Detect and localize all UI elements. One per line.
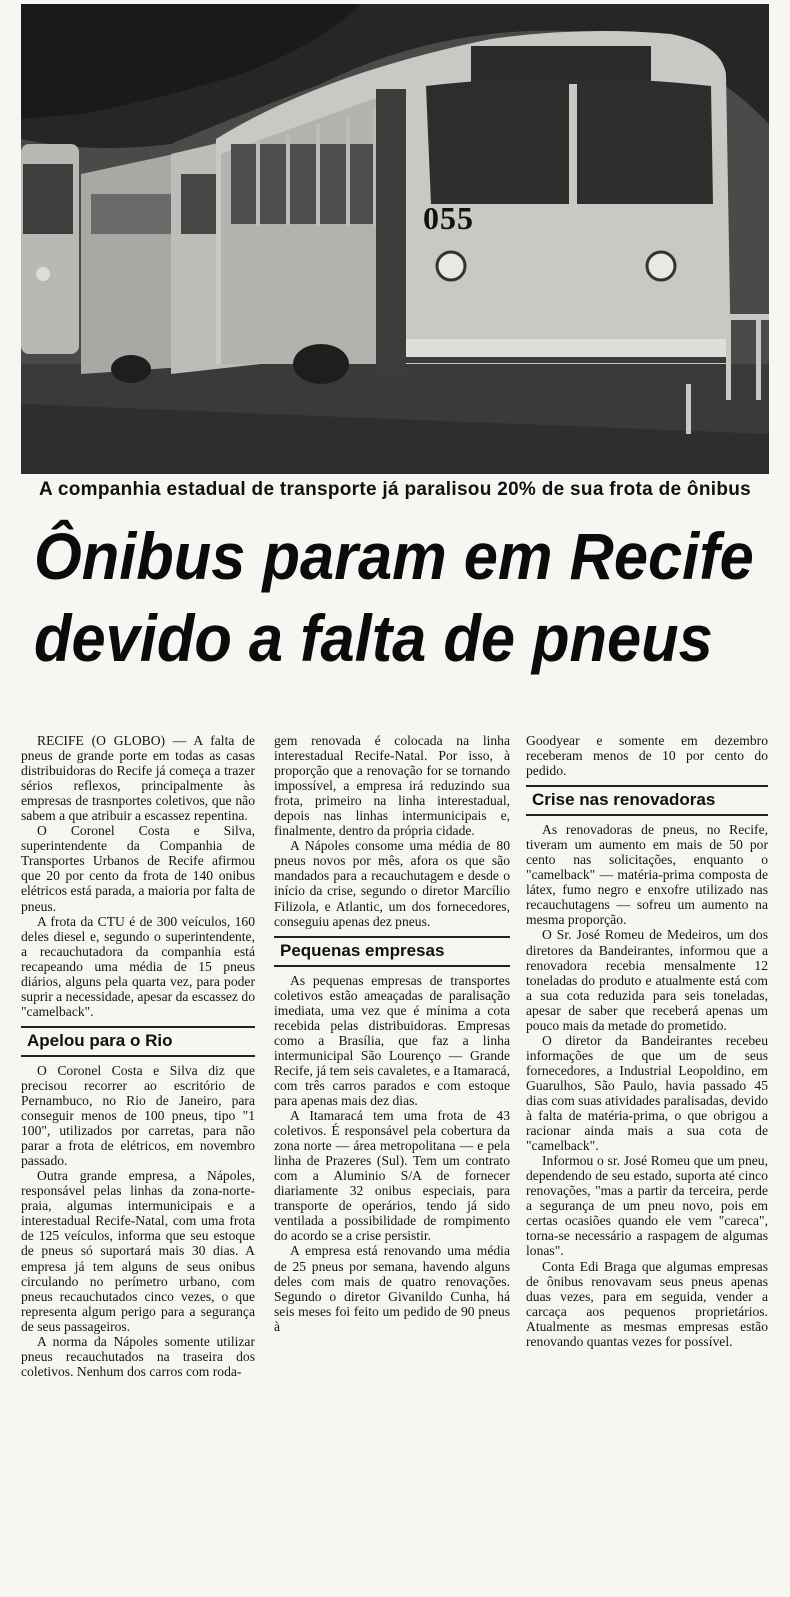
paragraph: Informou o sr. José Romeu que um pneu, dependendo de seu estado, suporta até cinco renovações, "mas a partir da terceira, perde a segurança de um pneu novo, pois em certas ocasiões quando ele vem "careca", torna-se necessário a raspagem de algumas lonas". — [526, 1153, 768, 1259]
paragraph: As pequenas empresas de transportes coletivos estão ameaçadas de paralisação imediata, uma vez que é mínima a cota recebida pelas distribuidoras. Empresas como a Brasília, que faz a linha intermunicipal São Lourenço — Grande Recife, já tem seis cavaletes, e a Itamaracá, com três carros parados e com estoque para apenas mais dez dias. — [274, 972, 510, 1108]
subheading-apelou: Apelou para o Rio — [21, 1026, 255, 1057]
paragraph: O diretor da Bandeirantes recebeu informações de que um de seus fornecedores, a Industrial Leopoldino, em Guarulhos, São Paulo, havia passado 45 dias com suas atividades paralisadas, devido à falta de matéria-prima, o que obrigou a racionar ainda mais a sua cota de "camelback". — [526, 1032, 768, 1154]
paragraph: O Coronel Costa e Silva, superintendente da Companhia de Transportes Urbanos de Recife afirmou que 20 por cento da frota de 140 onibus elétricos está parada, a maioria por falta de pneus. — [21, 823, 255, 914]
paragraph: gem renovada é colocada na linha interestadual Recife-Natal. Por isso, à proporção que a renovação for se tornando impossível, a empresa irá reduzindo sua frota, primeiro na linha interestadual, depois nas linhas intermunicipais e, finalmente, dentro da própria cidade. — [274, 733, 510, 839]
paragraph: O Sr. José Romeu de Medeiros, um dos diretores da Bandeirantes, informou que a renovadora recebia mensalmente 12 toneladas do produto e atualmente está com a sua cota reduzida para seis toneladas, apesar de saber que receberá apenas um pouco mais da metade do prometido. — [526, 927, 768, 1033]
paragraph: Goodyear e somente em dezembro receberam menos de 10 por cento do pedido. — [526, 733, 768, 779]
paragraph: A Nápoles consome uma média de 80 pneus novos por mês, afora os que são mandados para a recauchutagem e desde o início da crise, segundo o diretor Marcílio Filizola, e Atlantic, um dos fornecedores, conseguiu apenas dez pneus. — [274, 838, 510, 929]
article-column-2 — [274, 733, 510, 1595]
bus-illustration — [21, 4, 769, 474]
paragraph: O Coronel Costa e Silva diz que precisou recorrer ao escritório de Pernambuco, no Rio de Janeiro, para conseguir menos de 100 pneus, tipo "1 100", utilizados por carretas, para não parar a frota de elétricos, em novembro passado. — [21, 1062, 255, 1169]
paragraph: A frota da CTU é de 300 veículos, 160 deles diesel e, segundo o superintendente, a recauchutadora da companhia está recapeando uma média de 15 pneus diários, alguns pela quarta vez, para poder suprir a necessidade, apesar da escassez do "camelback". — [21, 913, 255, 1019]
article-column-3 — [526, 733, 768, 1595]
bus-photo — [21, 4, 769, 474]
headline-line-2: devido a falta de pneus — [34, 601, 713, 675]
article-column-1 — [21, 733, 255, 1595]
paragraph: A empresa está renovando uma média de 25 pneus por semana, havendo alguns deles com mais de quatro renovações. Segundo o diretor Givanildo Cunha, há seis meses foi feito um pedido de 90 pneus à — [274, 1243, 510, 1334]
paragraph: A norma da Nápoles somente utilizar pneus recauchutados na traseira dos coletivos. Nenhum dos carros com roda- — [21, 1333, 255, 1379]
paragraph: As renovadoras de pneus, no Recife, tiveram um aumento em mais de 50 por cento nas solicitações, enquanto o "camelback" — matéria-prima composta de látex, fumo negro e enxofre utilizado nas recauchutagens — sofreu um aumento na mesma proporção. — [526, 822, 768, 928]
paragraph: RECIFE (O GLOBO) — A falta de pneus de grande porte em todas as casas distribuidoras do Recife já começa a trazer sérios reflexos, principalmente às empresas de trasnportes coletivos, que não sabem a que atribuir a escassez repentina. — [21, 733, 255, 824]
bus-number-label: 055 — [423, 200, 474, 236]
paragraph: Outra grande empresa, a Nápoles, responsável pelas linhas da zona-norte-praia, algumas intermunicipais e a interestadual Recife-Natal, com uma frota de 125 veículos, informa que seu estoque de pneus só suportará mais 30 dias. A empresa já tem alguns de seus onibus circulando no perímetro urbano, com pneus recauchutados cinco vezes, o que representa algum perigo para a segurança de seus passageiros. — [21, 1168, 255, 1334]
photo-caption: A companhia estadual de transporte já paralisou 20% de sua frota de ônibus — [39, 479, 751, 500]
paragraph: A Itamaracá tem uma frota de 43 coletivos. É responsável pela cobertura da zona norte — área metropolitana — e pela linha de Prazeres (Sul). Tem um contrato com a Aluminio S/A de fornecer diariamente 32 onibus especiais, para transporte de operários, tendo já sido ventilada a possibilidade de rompimento do acordo se a crise persistir. — [274, 1108, 510, 1244]
subheading-pequenas-empresas: Pequenas empresas — [274, 936, 510, 967]
headline-line-1: Ônibus param em Recife — [34, 519, 754, 593]
headline — [21, 515, 769, 679]
paragraph: Conta Edi Braga que algumas empresas de ônibus renovavam seus pneus apenas duas vezes, para em seguida, vender a carcaça aos pequenos proprietários. Atualmente as mesmas empresas estão renovando quantas vezes for possível. — [526, 1258, 768, 1349]
subheading-crise-renovadoras: Crise nas renovadoras — [526, 785, 768, 816]
